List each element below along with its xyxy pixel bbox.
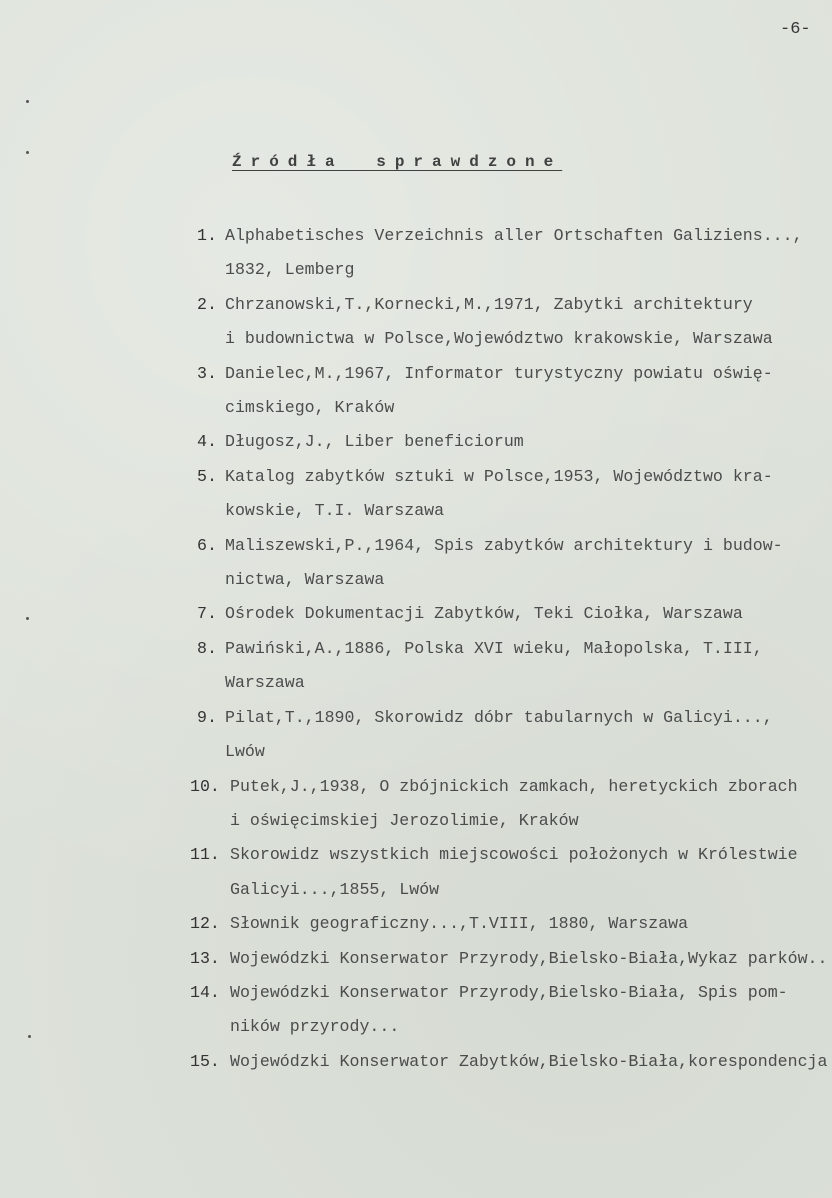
item-text xyxy=(230,1045,832,1079)
item-line: Ośrodek Dokumentacji Zabytków, Teki Ciołka, Warszawa xyxy=(225,604,743,624)
source-item xyxy=(0,907,832,941)
item-line: nictwa, Warszawa xyxy=(225,570,385,590)
source-item xyxy=(0,1045,832,1079)
source-item xyxy=(0,976,832,1045)
item-text xyxy=(230,942,832,976)
item-line: i oświęcimskiej Jerozolimie, Kraków xyxy=(230,810,579,830)
item-line: Galicyi...,1855, Lwów xyxy=(230,879,440,899)
item-number: 15. xyxy=(190,1051,220,1071)
source-item xyxy=(0,288,832,357)
item-line: Pawiński,A.,1886, Polska XVI wieku, Małopolska, T.III, xyxy=(225,638,763,658)
item-line: i budownictwa w Polsce,Województwo krakowskie, Warszawa xyxy=(225,329,773,349)
source-item xyxy=(0,529,832,598)
item-line: Putek,J.,1938, O zbójnickich zamkach, heretyckich zborach xyxy=(230,776,798,796)
item-line: Słownik geograficzny...,T.VIII, 1880, Warszawa xyxy=(230,914,689,934)
item-line: Alphabetisches Verzeichnis aller Ortschaften Galiziens..., xyxy=(225,226,803,245)
item-line: Wojewódzki Konserwator Przyrody,Bielsko-Biała, Spis pom- xyxy=(230,982,788,1002)
source-item xyxy=(0,219,832,288)
source-item xyxy=(0,425,832,459)
source-item xyxy=(0,632,832,701)
item-line: Wojewódzki Konserwator Przyrody,Bielsko-Biała,Wykaz parków.. xyxy=(230,948,828,968)
item-text xyxy=(225,460,832,529)
margin-mark xyxy=(26,151,29,154)
item-text xyxy=(225,357,832,426)
item-number: 13. xyxy=(190,948,220,968)
source-item xyxy=(0,838,832,907)
item-line: cimskiego, Kraków xyxy=(225,398,395,418)
item-number: 3. xyxy=(197,363,217,383)
source-item xyxy=(0,460,832,529)
source-item xyxy=(0,357,832,426)
item-number: 12. xyxy=(190,914,220,934)
item-line: Pilat,T.,1890, Skorowidz dóbr tabularnych w Galicyi..., xyxy=(225,707,773,727)
item-number: 2. xyxy=(197,294,217,314)
item-line: Katalog zabytków sztuki w Polsce,1953, Województwo kra- xyxy=(225,466,773,486)
source-item xyxy=(0,770,832,839)
item-number: 9. xyxy=(197,707,217,727)
item-number: 14. xyxy=(190,982,220,1002)
page-number: -6- xyxy=(780,20,811,39)
item-line: Maliszewski,P.,1964, Spis zabytków architektury i budow- xyxy=(225,535,783,555)
item-text xyxy=(230,976,832,1045)
item-number: 10. xyxy=(190,776,220,796)
item-line: 1832, Lemberg xyxy=(225,260,355,280)
item-line: Warszawa xyxy=(225,673,305,693)
item-number: 6. xyxy=(197,535,217,555)
item-number: 7. xyxy=(197,604,217,624)
item-text xyxy=(225,529,832,598)
item-number: 5. xyxy=(197,466,217,486)
margin-mark xyxy=(26,100,29,103)
item-text xyxy=(230,770,832,839)
item-line: Lwów xyxy=(225,742,265,762)
item-number: 1. xyxy=(197,226,217,245)
item-text xyxy=(225,632,832,701)
item-text xyxy=(230,907,832,941)
sources-list xyxy=(0,219,832,1079)
item-number: 11. xyxy=(190,845,220,865)
item-number: 4. xyxy=(197,432,217,452)
item-line: kowskie, T.I. Warszawa xyxy=(225,501,445,521)
item-text xyxy=(225,701,832,770)
item-line: Wojewódzki Konserwator Zabytków,Bielsko-Biała,korespondencja xyxy=(230,1051,828,1071)
source-item xyxy=(0,701,832,770)
item-text xyxy=(225,425,832,459)
item-text xyxy=(230,838,832,907)
source-item xyxy=(0,942,832,976)
source-item xyxy=(0,597,832,631)
section-title: Źródła sprawdzone xyxy=(232,153,563,171)
item-text xyxy=(225,288,832,357)
item-line: ników przyrody... xyxy=(230,1017,400,1037)
item-number: 8. xyxy=(197,638,217,658)
item-line: Długosz,J., Liber beneficiorum xyxy=(225,432,524,452)
item-line: Danielec,M.,1967, Informator turystyczny powiatu oświę- xyxy=(225,363,773,383)
item-text xyxy=(225,219,832,288)
item-line: Skorowidz wszystkich miejscowości położonych w Królestwie xyxy=(230,845,798,865)
item-text xyxy=(225,597,832,631)
item-line: Chrzanowski,T.,Kornecki,M.,1971, Zabytki architektury xyxy=(225,294,753,314)
